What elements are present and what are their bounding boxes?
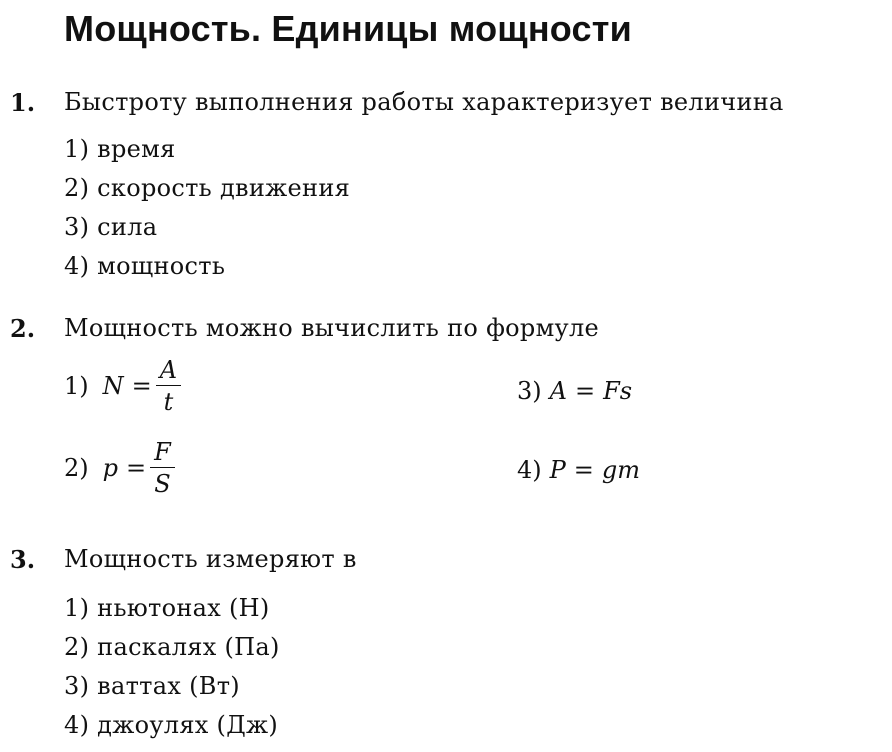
formula-lhs: N [102,372,124,400]
question-text: Быстроту выполнения работы характеризует величина [64,88,784,116]
question-text: Мощность измеряют в [64,545,357,573]
answer-option: 3) сила [64,213,158,241]
formula-equals: = [131,372,152,400]
question-text: Мощность можно вычислить по формуле [64,314,600,342]
formula-equals: = [574,377,596,405]
fraction [150,440,175,496]
fraction-denominator: S [154,470,171,498]
option-label: 2) [64,454,89,482]
option-label: 3) [517,377,542,405]
formula-equals: = [126,454,147,482]
option-label: 4) [517,456,542,484]
answer-option: 1) время [64,135,176,163]
formula-option-1 [64,358,181,414]
question-number: 1. [10,88,36,117]
page-title: Мощность. Единицы мощности [64,8,632,49]
formula-lhs: P [549,456,566,484]
answer-option: 2) паскалях (Па) [64,633,280,661]
formula-rhs: gm [601,456,641,484]
fraction-numerator: F [150,440,175,468]
answer-option: 4) мощность [64,252,226,280]
option-label: 1) [64,372,89,400]
formula-option-4 [517,456,640,484]
formula-option-3 [517,377,632,405]
formula-lhs: p [102,454,119,482]
question-number: 3. [10,545,36,574]
fraction [156,358,181,414]
formula-equals: = [573,456,594,484]
answer-option: 3) ваттах (Вт) [64,672,240,700]
formula-option-2 [64,440,175,496]
question-number: 2. [10,314,36,343]
answer-option: 2) скорость движения [64,174,351,202]
formula-rhs: Fs [603,377,633,405]
fraction-denominator: t [163,388,174,416]
answer-option: 1) ньютонах (Н) [64,594,270,622]
formula-lhs: A [549,377,567,405]
fraction-numerator: A [156,358,181,386]
answer-option: 4) джоулях (Дж) [64,711,279,739]
